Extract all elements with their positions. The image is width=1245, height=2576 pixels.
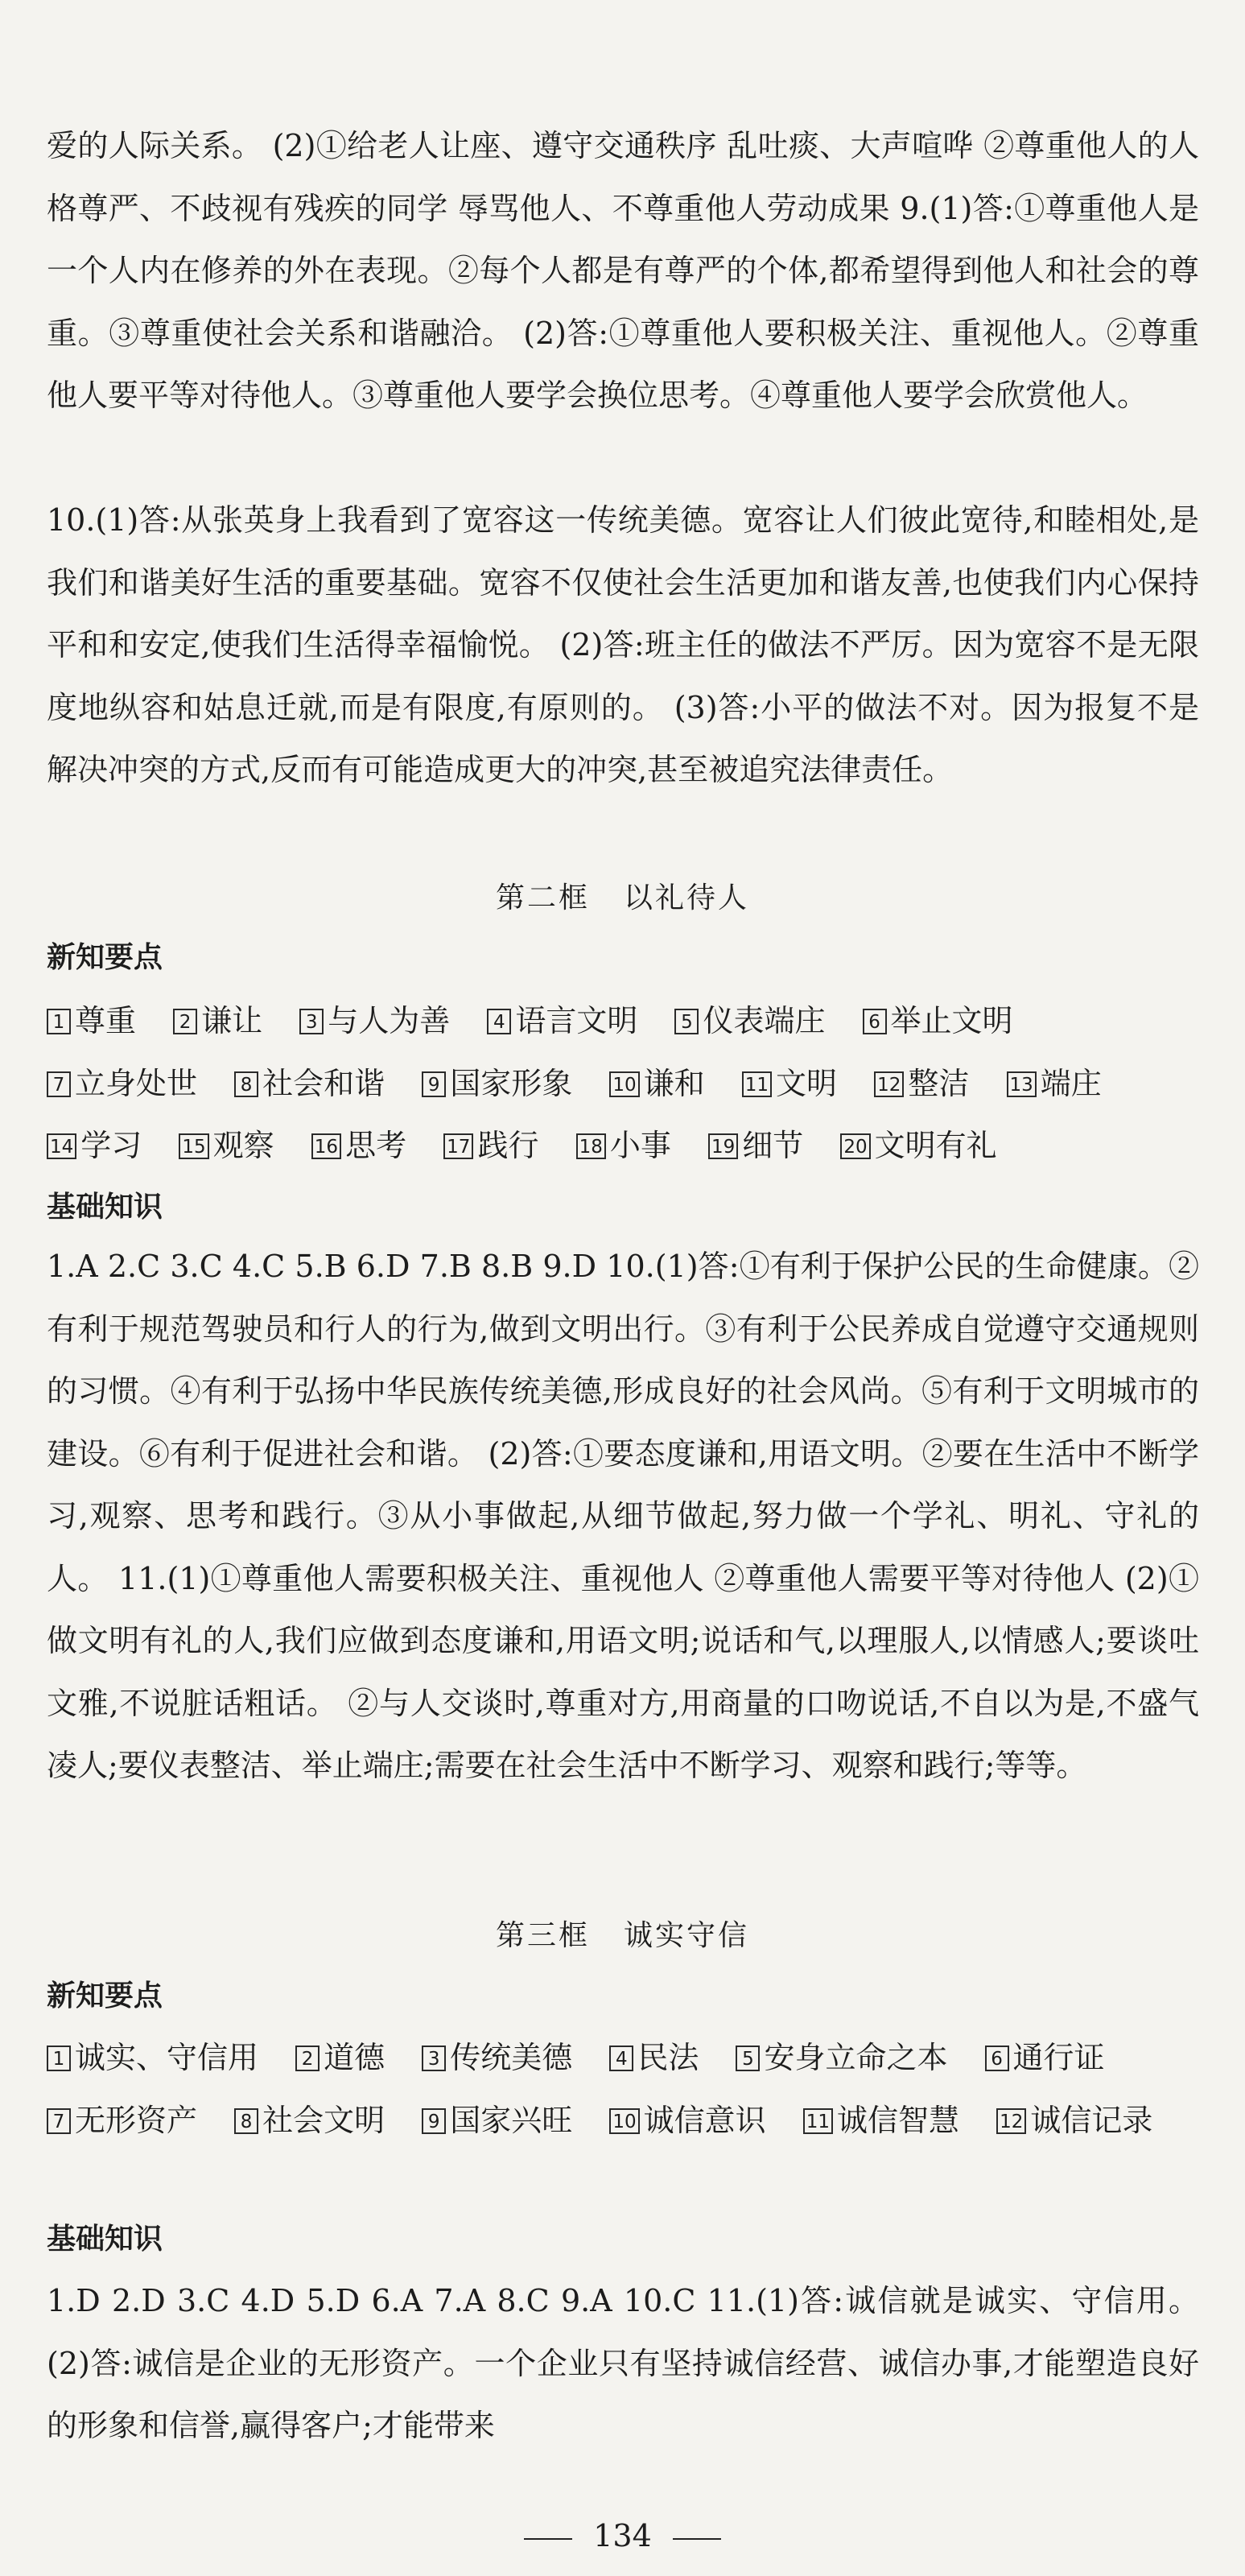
- key-point-item: [47, 2040, 258, 2075]
- key-point-text: 尊重: [75, 1003, 137, 1038]
- key-points-grid-2: [47, 990, 1199, 1178]
- key-point-text: 文明有礼: [874, 1128, 997, 1163]
- key-point-text: 通行证: [1012, 2040, 1105, 2075]
- key-point-text: 文明: [776, 1065, 838, 1101]
- key-point-text: 诚信意识: [643, 2102, 766, 2138]
- key-point-text: 仪表端庄: [703, 1003, 826, 1038]
- key-point-text: 国家兴旺: [450, 2102, 573, 2138]
- page-number-value: 134: [593, 2518, 652, 2553]
- key-point-item: [576, 1128, 671, 1163]
- key-point-item: [234, 2103, 385, 2138]
- key-point-number: 7: [47, 2108, 71, 2134]
- key-point-item: [173, 1003, 262, 1038]
- key-point-text: 谦让: [201, 1003, 263, 1038]
- key-point-number: 3: [299, 1009, 324, 1034]
- key-point-number: 1: [47, 2046, 71, 2071]
- key-point-number: 1: [47, 1009, 71, 1034]
- key-point-item: [840, 1128, 996, 1163]
- heading-new-knowledge-3: 新知要点: [47, 1979, 163, 2013]
- key-point-number: 5: [674, 1009, 699, 1034]
- answers-section-2: 1.A 2.C 3.C 4.C 5.B 6.D 7.B 8.B 9.D 10.(1)答:①有利于保护公民的生命健康。②有利于规范驾驶员和行人的行为,做到文明出行。③有利于公民养成自觉遵守交通规则的习惯。④有利于弘扬中华民族传统美德,形成良好的社会风尚。⑤有利于文明城市的建设。⑥有利于促进社会和谐。 (2)答:①要态度谦和,用语文明。②要在生活中不断学习,观察、思考和践行。③从小事做起,从细节做起,努力做一个学礼、明礼、守礼的人。 11.(1)①尊重他人需要积极关注、重视他人 ②尊重他人需要平等对待他人 (2)①做文明有礼的人,我们应做到态度谦和,用语文明;说话和气,以理服人,以情感人;要谈吐文雅,不说脏话粗话。 ②与人交谈时,尊重对方,用商量的口吻说话,不自以为是,不盛气凌人;要仪表整洁、举止端庄;需要在社会生活中不断学习、观察和践行;等等。: [47, 1249, 1199, 1783]
- key-point-item: [609, 1066, 704, 1101]
- dash-right: [673, 2538, 721, 2540]
- section-title-3: [0, 1912, 1245, 1960]
- key-point-item: [299, 1003, 450, 1038]
- key-point-number: 18: [576, 1133, 606, 1159]
- key-point-text: 思考: [345, 1128, 407, 1163]
- key-point-item: [1007, 1066, 1102, 1101]
- key-point-item: [443, 1128, 538, 1163]
- key-point-number: 20: [840, 1133, 870, 1159]
- key-point-text: 安身立命之本: [764, 2040, 948, 2075]
- key-point-item: [422, 2103, 572, 2138]
- key-point-item: [742, 1066, 837, 1101]
- key-point-text: 端庄: [1040, 1065, 1102, 1101]
- answers-section-3: 1.D 2.D 3.C 4.D 5.D 6.A 7.A 8.C 9.A 10.C 11.(1)答:诚信就是诚实、守信用。 (2)答:诚信是企业的无形资产。一个企业只有坚持诚信经营、诚信办事,才能塑造良好的形象和信誉,赢得客户;才能带来: [47, 2283, 1199, 2443]
- key-point-item: [985, 2040, 1105, 2075]
- key-point-number: 9: [422, 1071, 446, 1097]
- key-point-number: 13: [1007, 1071, 1037, 1097]
- heading-basic-knowledge-3: 基础知识: [47, 2223, 163, 2256]
- key-point-number: 9: [422, 2108, 446, 2134]
- key-point-number: 2: [173, 1009, 197, 1034]
- key-point-text: 语言文明: [515, 1003, 638, 1038]
- key-point-number: 17: [443, 1133, 473, 1159]
- key-point-item: [422, 1066, 572, 1101]
- answer-block-10: 10.(1)答:从张英身上我看到了宽容这一传统美德。宽容让人们彼此宽待,和睦相处,是我们和谐美好生活的重要基础。宽容不仅使社会生活更加和谐友善,也使我们内心保持平和和安定,使我们生活得幸福愉悦。 (2)答:班主任的做法不严厉。因为宽容不是无限度地纵容和姑息迁就,而是有限度,有原则的。 (3)答:小平的做法不对。因为报复不是解决冲突的方式,反而有可能造成更大的冲突,甚至被追究法律责任。: [47, 502, 1199, 787]
- key-point-item: [47, 1128, 142, 1163]
- key-point-text: 整洁: [908, 1065, 970, 1101]
- key-point-number: 10: [609, 2108, 639, 2134]
- key-point-item: [47, 1003, 136, 1038]
- key-point-text: 与人为善: [328, 1003, 451, 1038]
- page-number: [0, 2512, 1245, 2560]
- key-point-text: 社会和谐: [262, 1065, 385, 1101]
- key-point-number: 2: [295, 2046, 319, 2071]
- key-point-item: [47, 1066, 197, 1101]
- key-point-text: 细节: [742, 1128, 804, 1163]
- answer-block-9: 爱的人际关系。 (2)①给老人让座、遵守交通秩序 乱吐痰、大声喧哗 ②尊重他人的人格尊严、不歧视有残疾的同学 辱骂他人、不尊重他人劳动成果 9.(1)答:①尊重他人是一个人内在修养的外在表现。②每个人都是有尊严的个体,都希望得到他人和社会的尊重。③尊重使社会关系和谐融洽。 (2)答:①尊重他人要积极关注、重视他人。②尊重他人要平等对待他人。③尊重他人要学会换位思考。④尊重他人要学会欣赏他人。: [47, 128, 1199, 413]
- key-point-number: 4: [487, 1009, 511, 1034]
- key-point-text: 道德: [324, 2040, 385, 2075]
- heading-new-knowledge-2: 新知要点: [47, 941, 163, 974]
- key-point-item: [874, 1066, 969, 1101]
- key-point-item: [295, 2040, 385, 2075]
- key-point-item: [609, 2040, 699, 2075]
- key-point-number: 12: [874, 1071, 904, 1097]
- key-point-number: 16: [311, 1133, 341, 1159]
- key-point-text: 观察: [212, 1128, 274, 1163]
- key-point-text: 践行: [477, 1128, 539, 1163]
- key-point-number: 6: [863, 1009, 887, 1034]
- key-point-text: 小事: [609, 1128, 671, 1163]
- section-title-2-label: 第二框: [495, 881, 590, 914]
- heading-basic-knowledge-2: 基础知识: [47, 1191, 163, 1224]
- key-point-number: 10: [609, 1071, 639, 1097]
- key-point-number: 11: [803, 2108, 833, 2134]
- key-point-number: 7: [47, 1071, 71, 1097]
- key-point-number: 5: [736, 2046, 760, 2071]
- section-title-2: [0, 874, 1245, 923]
- key-point-number: 4: [609, 2046, 633, 2071]
- key-point-text: 举止文明: [890, 1003, 1013, 1038]
- key-point-text: 立身处世: [75, 1065, 198, 1101]
- key-point-item: [736, 2040, 947, 2075]
- key-point-number: 8: [234, 1071, 258, 1097]
- dash-left: [524, 2538, 572, 2540]
- key-point-text: 民法: [637, 2040, 699, 2075]
- key-point-text: 诚信智慧: [837, 2102, 960, 2138]
- key-point-text: 诚信记录: [1030, 2102, 1153, 2138]
- key-point-item: [311, 1128, 406, 1163]
- key-point-item: [609, 2103, 765, 2138]
- key-point-item: [996, 2103, 1152, 2138]
- key-point-text: 国家形象: [450, 1065, 573, 1101]
- key-point-item: [487, 1003, 637, 1038]
- key-points-grid-3: [47, 2027, 1199, 2152]
- key-point-number: 19: [708, 1133, 738, 1159]
- key-point-number: 12: [996, 2108, 1026, 2134]
- section-title-3-text: 诚实守信: [624, 1919, 750, 1952]
- key-point-item: [234, 1066, 385, 1101]
- key-point-text: 谦和: [643, 1065, 705, 1101]
- key-point-number: 15: [179, 1133, 208, 1159]
- key-point-number: 6: [985, 2046, 1009, 2071]
- key-point-text: 诚实、守信用: [75, 2040, 259, 2075]
- key-point-number: 8: [234, 2108, 258, 2134]
- key-point-text: 无形资产: [75, 2102, 198, 2138]
- key-point-number: 14: [47, 1133, 76, 1159]
- section-title-2-text: 以礼待人: [624, 881, 750, 914]
- key-point-number: 3: [422, 2046, 446, 2071]
- key-point-item: [422, 2040, 572, 2075]
- key-point-text: 学习: [80, 1128, 142, 1163]
- key-point-text: 社会文明: [262, 2102, 385, 2138]
- key-point-number: 11: [742, 1071, 772, 1097]
- key-point-item: [47, 2103, 197, 2138]
- key-point-item: [708, 1128, 803, 1163]
- key-point-item: [863, 1003, 1013, 1038]
- key-point-item: [803, 2103, 959, 2138]
- section-title-3-label: 第三框: [495, 1919, 590, 1952]
- key-point-item: [674, 1003, 825, 1038]
- key-point-text: 传统美德: [450, 2040, 573, 2075]
- key-point-item: [179, 1128, 274, 1163]
